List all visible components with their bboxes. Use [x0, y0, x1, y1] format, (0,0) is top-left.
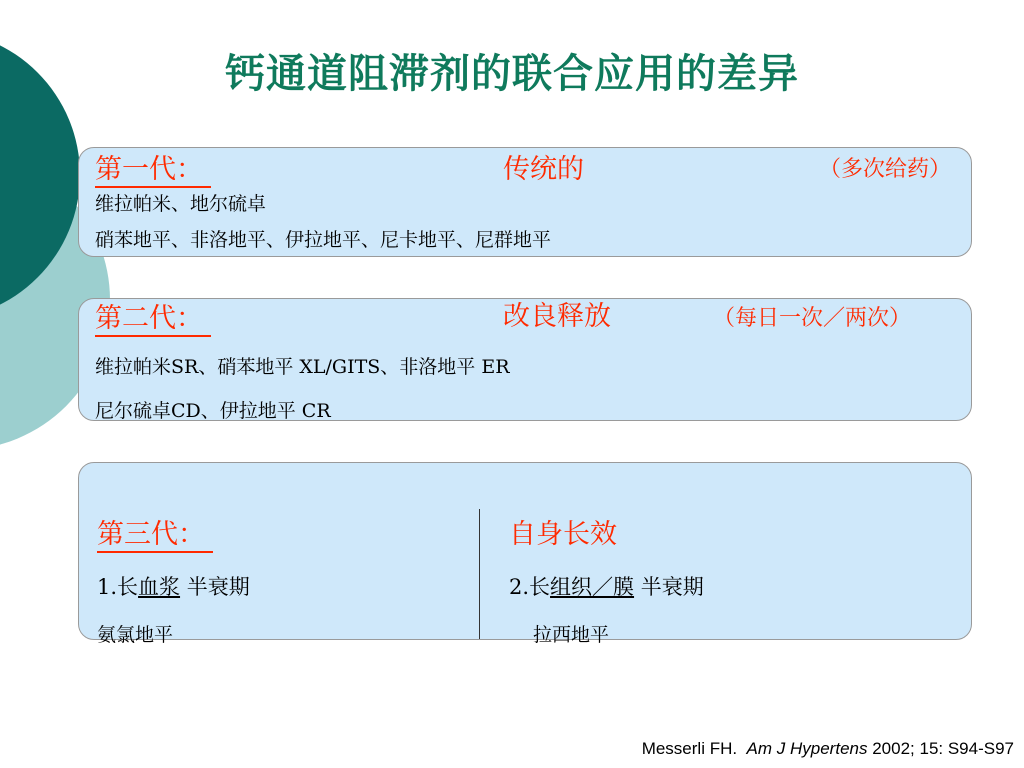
gen3-right-underlined: 组织／膜: [550, 575, 635, 599]
gen1-type: 传统的: [503, 154, 584, 185]
column-divider: [479, 509, 480, 639]
gen3-left-point: [97, 575, 250, 599]
gen1-dosing: （多次给药）: [819, 157, 952, 182]
gen2-line2: 尼尔硫卓CD、伊拉地平 CR: [95, 400, 331, 422]
citation: [642, 739, 1014, 759]
gen2-dosing: （每日一次／两次）: [713, 306, 912, 331]
gen3-left-prefix: 1.长: [97, 575, 139, 599]
gen3-right-suffix: 半衰期: [634, 575, 704, 599]
gen3-right-prefix: 2.长: [509, 575, 551, 599]
gen3-left-suffix: 半衰期: [180, 575, 250, 599]
gen3-heading: 第三代：: [97, 519, 213, 553]
panel-second-generation: [78, 298, 972, 421]
panel-third-generation: [78, 462, 972, 646]
gen3-right-drug: 拉西地平: [533, 624, 610, 646]
gen1-heading: 第一代：: [95, 154, 211, 188]
gen3-left-underlined: 血浆: [138, 575, 181, 599]
citation-details: 2002; 15: S94-S97: [872, 739, 1014, 758]
gen2-type: 改良释放: [503, 301, 611, 332]
gen3-type: 自身长效: [509, 519, 617, 550]
slide-title: 钙通道阻滞剂的联合应用的差异: [225, 51, 799, 97]
gen2-heading: 第二代：: [95, 303, 211, 337]
panel-first-generation: [78, 147, 972, 257]
gen3-right-point: [509, 575, 704, 599]
gen1-line2: 硝苯地平、非洛地平、伊拉地平、尼卡地平、尼群地平: [95, 229, 552, 251]
citation-authors: Messerli FH.: [641, 739, 738, 758]
citation-journal: Am J Hypertens: [746, 739, 868, 758]
gen2-line1: 维拉帕米SR、硝苯地平 XL/GITS、非洛地平 ER: [95, 356, 510, 378]
gen1-line1: 维拉帕米、地尔硫卓: [95, 193, 267, 215]
gen3-left-drug: 氨氯地平: [97, 624, 174, 646]
